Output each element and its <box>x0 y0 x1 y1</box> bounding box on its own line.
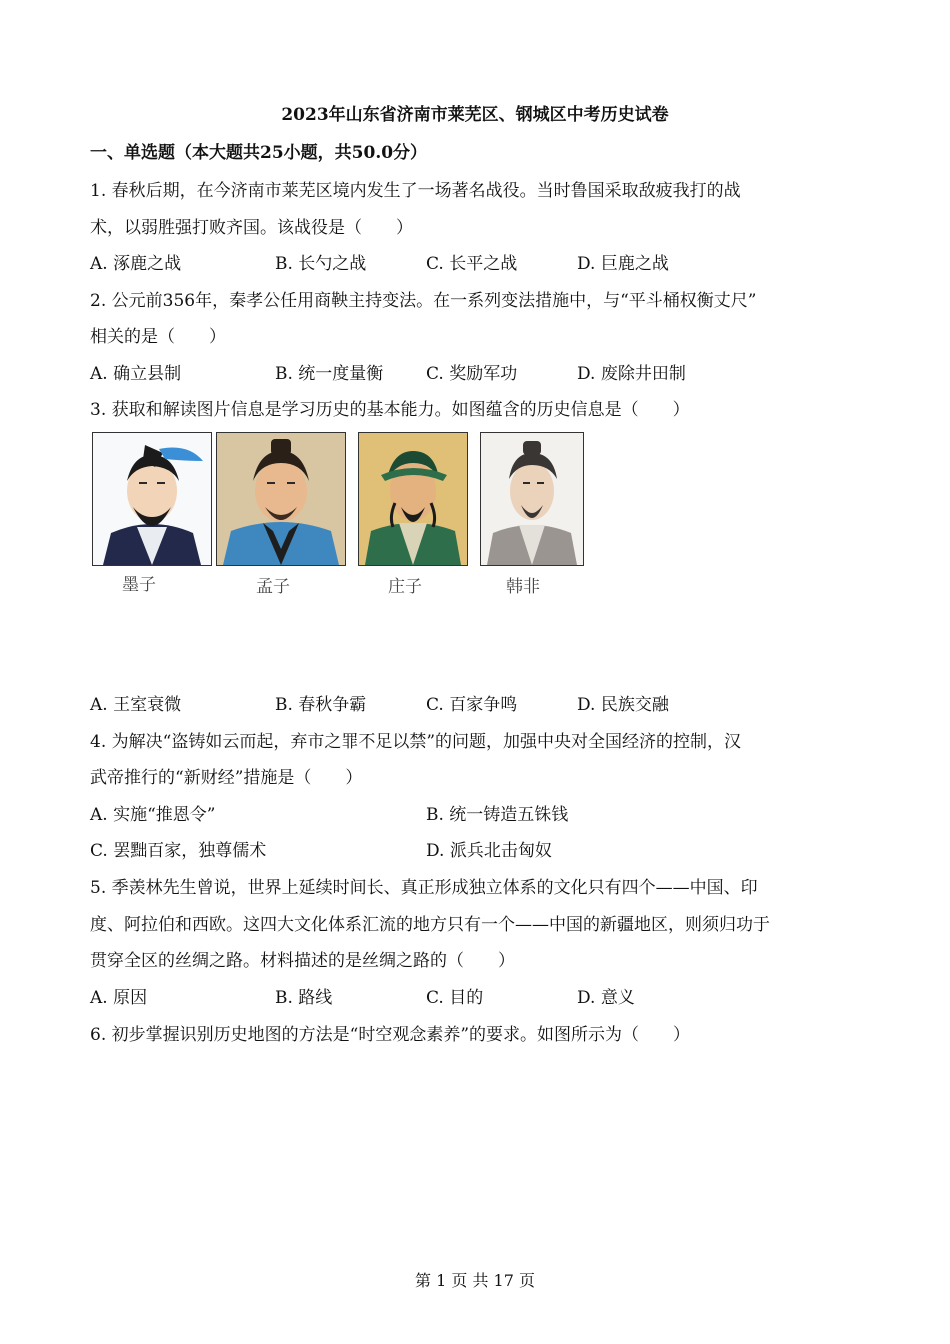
question-2-option-a: A. 确立县制 <box>90 364 182 384</box>
question-5-stem-line-3: 贯穿全区的丝绸之路。材料描述的是丝绸之路的（ ） <box>90 951 515 971</box>
question-3-option-b: B. 春秋争霸 <box>275 695 367 715</box>
zhuangzi-portrait-image <box>359 433 467 565</box>
question-5-option-c: C. 目的 <box>426 988 484 1008</box>
question-5-stem-line-1: 5. 季羡林先生曾说，世界上延续时间长、真正形成独立体系的文化只有四个——中国、印 <box>90 878 758 898</box>
question-3-option-d: D. 民族交融 <box>577 695 669 715</box>
question-3-option-a: A. 王室衰微 <box>90 695 182 715</box>
question-2-option-b: B. 统一度量衡 <box>275 364 384 384</box>
question-4-option-b: B. 统一铸造五铢钱 <box>426 805 569 825</box>
question-4-option-c: C. 罢黜百家，独尊儒术 <box>90 841 267 861</box>
question-5-stem-line-2: 度、阿拉伯和西欧。这四大文化体系汇流的地方只有一个——中国的新疆地区，则须归功于 <box>90 915 770 935</box>
portrait-hanfei <box>480 432 584 597</box>
section-heading: 一、单选题（本大题共25小题，共50.0分） <box>90 143 428 163</box>
question-4-option-a: A. 实施“推恩令” <box>90 805 216 825</box>
question-4-option-d: D. 派兵北击匈奴 <box>426 841 552 861</box>
portrait-figure <box>92 432 592 602</box>
question-5-option-b: B. 路线 <box>275 988 333 1008</box>
mencius-portrait-image <box>217 433 345 565</box>
exam-title: 2023年山东省济南市莱芜区、钢城区中考历史试卷 <box>281 105 669 125</box>
question-2-stem-line-1: 2. 公元前356年，秦孝公任用商鞅主持变法。在一系列变法措施中，与“平斗桶权衡丈尺” <box>90 291 757 311</box>
portrait-mencius <box>216 432 346 597</box>
question-6-stem-line-1: 6. 初步掌握识别历史地图的方法是“时空观念素养”的要求。如图所示为（ ） <box>90 1025 691 1045</box>
question-5-option-a: A. 原因 <box>90 988 148 1008</box>
question-1-option-b: B. 长勺之战 <box>275 254 367 274</box>
mozi-portrait-image <box>93 433 211 565</box>
question-2-option-c: C. 奖励军功 <box>426 364 518 384</box>
question-1-stem-line-1: 1. 春秋后期，在今济南市莱芜区境内发生了一场著名战役。当时鲁国采取敌疲我打的战 <box>90 181 741 201</box>
question-1-stem-line-2: 术，以弱胜强打败齐国。该战役是（ ） <box>90 218 413 238</box>
question-3-option-c: C. 百家争鸣 <box>426 695 518 715</box>
question-2-option-d: D. 废除井田制 <box>577 364 686 384</box>
hanfei-portrait-image <box>481 433 583 565</box>
caption-zhuangzi: 庄子 <box>388 577 422 597</box>
caption-mencius: 孟子 <box>256 577 290 597</box>
caption-mozi: 墨子 <box>122 575 156 595</box>
question-4-stem-line-1: 4. 为解决“盗铸如云而起，弃市之罪不足以禁”的问题，加强中央对全国经济的控制，汉 <box>90 732 742 752</box>
question-4-stem-line-2: 武帝推行的“新财经”措施是（ ） <box>90 768 363 788</box>
portrait-zhuangzi <box>358 432 468 597</box>
question-1-option-a: A. 涿鹿之战 <box>90 254 182 274</box>
question-1-option-d: D. 巨鹿之战 <box>577 254 669 274</box>
question-3-stem-line-1: 3. 获取和解读图片信息是学习历史的基本能力。如图蕴含的历史信息是（ ） <box>90 400 690 420</box>
page-footer: 第 1 页 共 17 页 <box>415 1271 535 1290</box>
caption-hanfei: 韩非 <box>506 577 540 597</box>
question-5-option-d: D. 意义 <box>577 988 635 1008</box>
portrait-mozi <box>92 432 212 595</box>
question-2-stem-line-2: 相关的是（ ） <box>90 327 226 347</box>
question-1-option-c: C. 长平之战 <box>426 254 518 274</box>
